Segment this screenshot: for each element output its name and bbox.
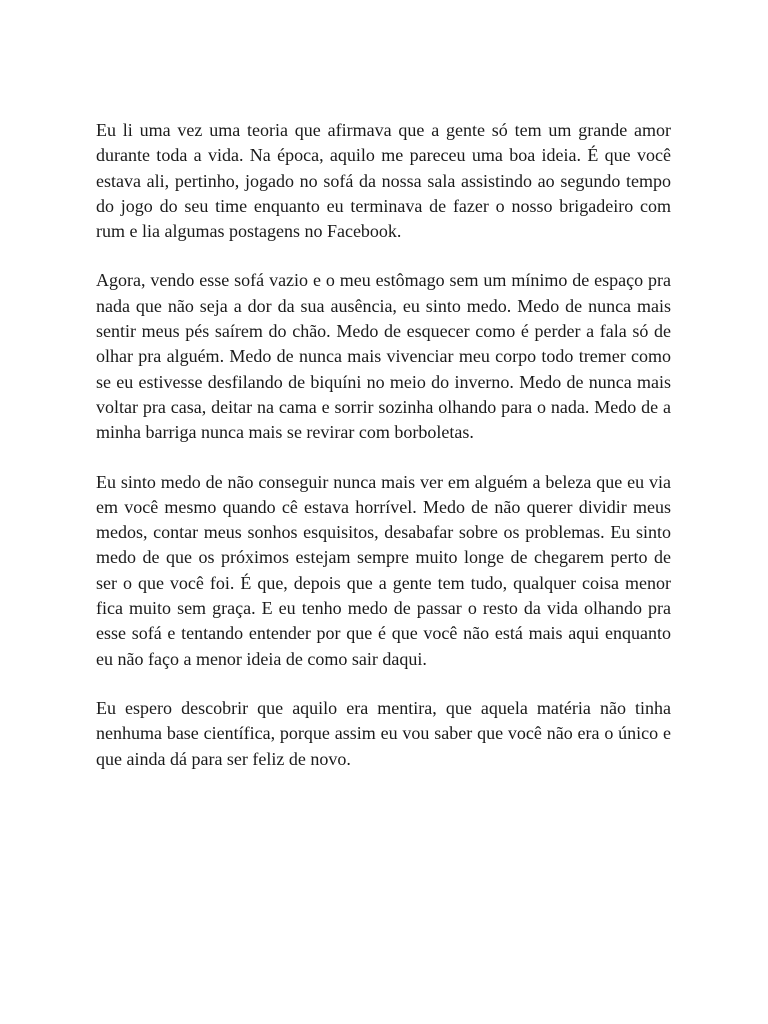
paragraph-1: Eu li uma vez uma teoria que afirmava que a gente só tem um grande amor durante toda a vida. Na época, aquilo me pareceu uma boa ideia. É que você estava ali, pertinho, jogado no sofá da nossa sala assistindo ao segundo tempo do jogo do seu time enquanto eu terminava de fazer o nosso brigadeiro com rum e lia algumas postagens no Facebook.: [96, 120, 671, 242]
document-page: [96, 118, 671, 796]
paragraph-4: Eu espero descobrir que aquilo era mentira, que aquela matéria não tinha nenhuma base científica, porque assim eu vou saber que você não era o único e que ainda dá para ser feliz de novo.: [96, 697, 671, 769]
paragraph-3: Eu sinto medo de não conseguir nunca mais ver em alguém a beleza que eu via em você mesmo quando cê estava horrível. Medo de não querer dividir meus medos, contar meus sonhos esquisitos, desabafar sobre os problemas. Eu sinto medo de que os próximos estejam sempre muito longe de chegarem perto de ser o que você foi. É que, depois que a gente tem tudo, qualquer coisa menor fica muito sem graça. E eu tenho medo de passar o resto da vida olhando pra esse sofá e tentando entender por que é que você não está mais aqui enquanto eu não faço a menor ideia de como sair daqui.: [96, 471, 671, 669]
paragraph-2: Agora, vendo esse sofá vazio e o meu estômago sem um mínimo de espaço pra nada que não seja a dor da sua ausência, eu sinto medo. Medo de nunca mais sentir meus pés saírem do chão. Medo de esquecer como é perder a fala só de olhar pra alguém. Medo de nunca mais vivenciar meu corpo todo tremer como se eu estivesse desfilando de biquíni no meio do inverno. Medo de nunca mais voltar pra casa, deitar na cama e sorrir sozinha olhando para o nada. Medo de a minha barriga nunca mais se revirar com borboletas.: [96, 270, 671, 443]
